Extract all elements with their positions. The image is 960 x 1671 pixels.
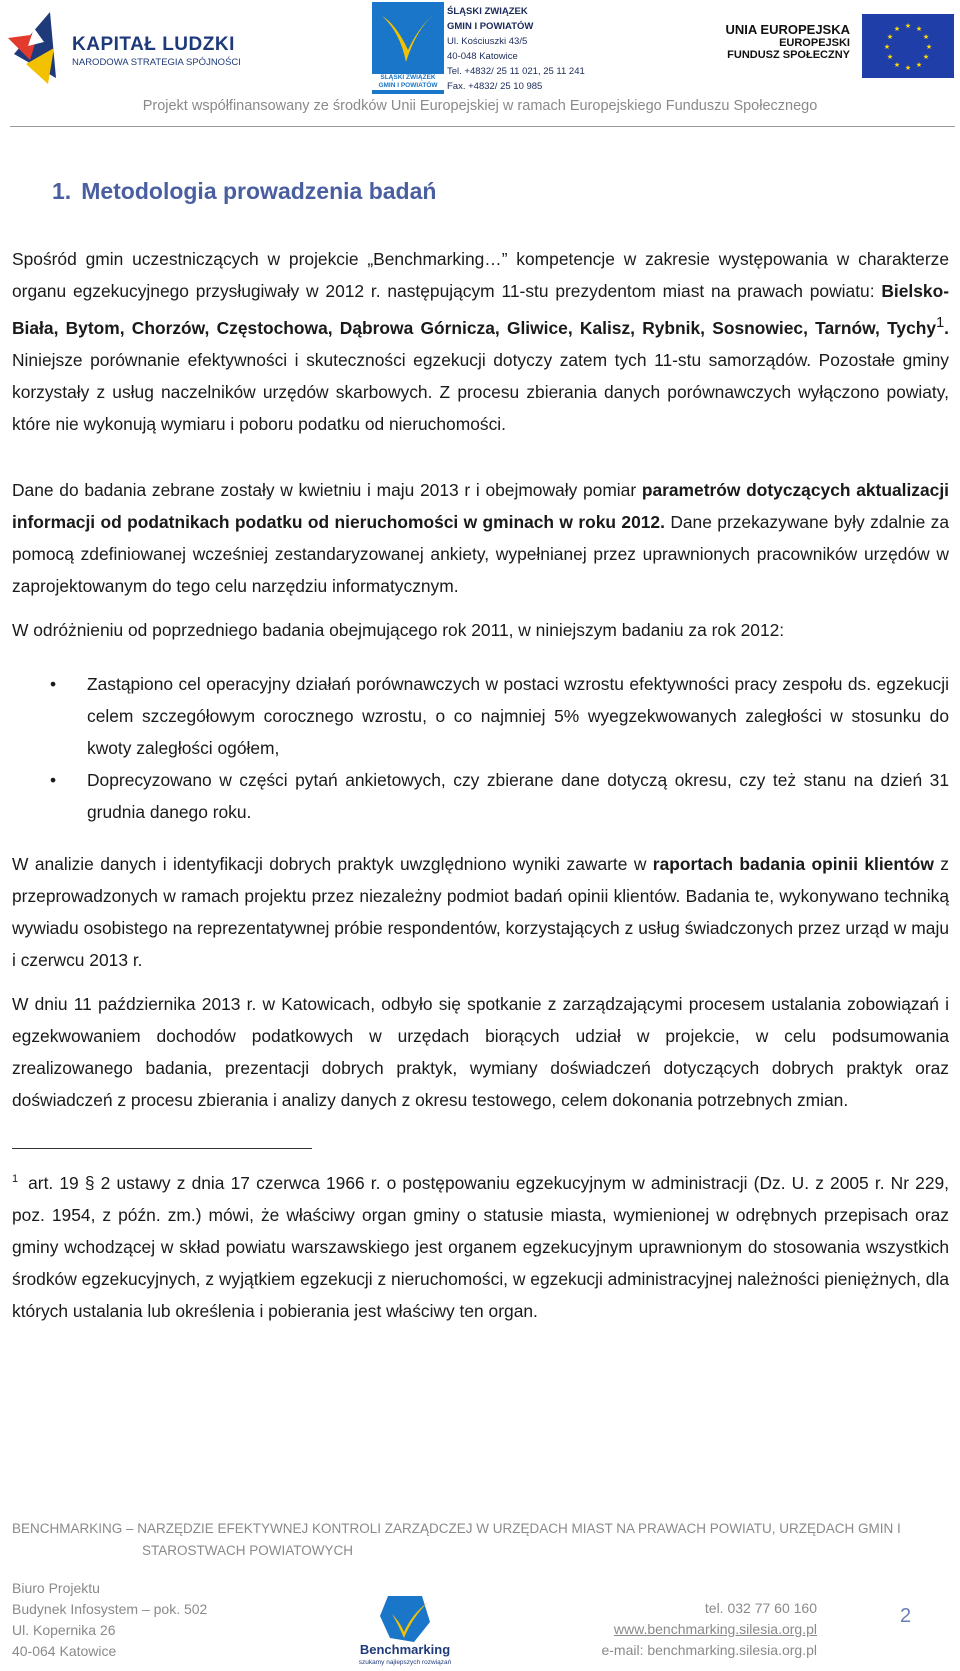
svg-text:★: ★ — [904, 64, 912, 72]
bullet-marker: • — [50, 769, 57, 790]
footnote-mark: 1 — [12, 1172, 19, 1185]
bullet-marker: • — [50, 673, 57, 694]
differences-list — [12, 668, 949, 828]
page-header — [0, 0, 960, 130]
section-number: 1. — [52, 178, 72, 204]
footer-contact — [601, 1598, 817, 1661]
svg-text:★: ★ — [915, 25, 923, 33]
header-divider — [10, 126, 955, 127]
section-heading — [52, 178, 949, 205]
szgip-contact: ŚLĄSKI ZWIĄZEK GMIN I POWIATÓW Ul. Kościuszki 43/5 40-048 Katowice Tel. +4832/ 25 11 021, 25 11 241 Fax. +4832/ 25 10 985 — [447, 6, 585, 92]
footnote-divider — [12, 1148, 312, 1149]
svg-text:★: ★ — [915, 61, 923, 69]
svg-text:★: ★ — [922, 33, 930, 41]
kapital-ludzki-title: KAPITAŁ LUDZKI — [72, 34, 235, 55]
benchmarking-logo-tagline: szukamy najlepszych rozwiązań — [358, 1659, 452, 1666]
footnote: $^1$ art. 19 § 2 ustawy z dnia 17 czerwca 1966 r. o postępowaniu egzekucyjnym w administracji (Dz. U. z 2005 r. Nr 229, poz. 1954, z późn. zm.) mówi, że właściwy organ gminy o statusie miasta, wymienionej w odrębnych przepisach oraz gminy wchodzącej w skład powiatu warszawskiego jest organem egzekucyjnym uprawnionym do stosowania wszystkich środków egzekucyjnych, z wyjątkiem egzekucji z nieruchomości, w egzekucji administracyjnej należności pieniężnych, dla których ustalania lub określenia i pobierania jest właściwy ten organ. — [12, 1172, 949, 1321]
svg-text:★: ★ — [886, 53, 894, 61]
paragraph-participants: Spośród gmin uczestniczących w projekcie „Benchmarking…” kompetencje w zakresie występowania w charakterze organu egzekucyjnego przysługiwały w 2012 r. następującym 11-stu prezydentom miast na prawach powiatu: Bielsko-Biała, Bytom, Chorzów, Częstochowa, Dąbrowa Górnicza, Gliwice, Kalisz, Rybnik, Sosnowiec, Tarnów, Tychy$^1$. Niniejsze porównanie efektywności i skuteczności egzekucji dotyczy zatem tych 11-stu samorządów. Pozostałe gminy korzystały z usług naczelników urzędów skarbowych. Z procesu zbierania danych porównawczych wyłączono powiaty, które nie wykonują wymiaru i poboru podatku od nieruchomości. — [12, 249, 949, 434]
paragraph-data-collection: Dane do badania zebrane zostały w kwietniu i maju 2013 r i obejmowały pomiar parametrów dotyczących aktualizacji informacji od podatnikach podatku od nieruchomości w gminach w roku 2012. Dane przekazywane były zdalnie za pomocą zdefiniowanej wcześniej zestandaryzowanej ankiety, wypełnianej przez uprawnionych pracowników urzędów w zaprojektowanym do tego celu narzędziu informatycznym. — [12, 479, 949, 596]
svg-text:★: ★ — [904, 22, 912, 30]
footer-phone: tel. 032 77 60 160 — [704, 1600, 817, 1616]
footer-address: Biuro Projektu Budynek Infosystem – pok. 502 Ul. Kopernika 26 40-064 Katowice — [12, 1580, 208, 1659]
footer-website-link[interactable]: www.benchmarking.silesia.org.pl — [613, 1621, 817, 1637]
szgip-emblem-label: ŚLĄSKI ZWIĄZEK GMIN I POWIATÓW — [372, 74, 444, 90]
svg-text:★: ★ — [922, 53, 930, 61]
svg-text:★: ★ — [886, 33, 894, 41]
section-title: Metodologia prowadzenia badań — [81, 178, 437, 204]
svg-text:★: ★ — [883, 43, 891, 51]
kapital-ludzki-subtitle: NARODOWA STRATEGIA SPÓJNOŚCI — [72, 57, 241, 68]
eu-fund-label: UNIA EUROPEJSKA EUROPEJSKI FUNDUSZ SPOŁECZNY — [725, 22, 850, 61]
footnote-ref[interactable]: 1 — [936, 315, 945, 331]
benchmarking-logo-name: Benchmarking — [359, 1642, 451, 1657]
document-body — [12, 178, 949, 1327]
paragraph-differences-intro: W odróżnieniu od poprzedniego badania obejmującego rok 2011, w niniejszym badaniu za rok 2012: — [12, 619, 785, 640]
svg-text:★: ★ — [893, 61, 901, 69]
svg-text:★: ★ — [893, 25, 901, 33]
list-item: • Doprecyzowano w części pytań ankietowych, czy zbierane dane dotyczą okresu, czy też stanu na dzień 31 grudnia danego roku. — [12, 764, 949, 828]
list-item: • Zastąpiono cel operacyjny działań porównawczych w postaci wzrostu efektywności pracy zespołu ds. egzekucji celem szczegółowym corocznego wzrostu, o co najmniej 5% wyegzekwowanych zaległości w stosunku do kwoty zaległości ogółem, — [12, 668, 949, 764]
footer-email: e-mail: benchmarking.silesia.org.pl — [601, 1642, 817, 1658]
svg-text:★: ★ — [925, 43, 933, 51]
paragraph-client-surveys: W analizie danych i identyfikacji dobrych praktyk uwzględniono wyniki zawarte w raportach badania opinii klientów z przeprowadzonych w ramach projektu przez niezależny podmiot badań opinii klientów. Badania te, wykonywano techniką wywiadu osobistego na reprezentatywnej próbie respondentów, korzystających z usług świadczonych przez urząd w maju i czerwcu 2013 r. — [12, 853, 949, 970]
eu-flag-icon — [862, 14, 954, 78]
page-number: 2 — [900, 1605, 912, 1627]
footer-project-title: BENCHMARKING – NARZĘDZIE EFEKTYWNEJ KONTROLI ZARZĄDCZEJ W URZĘDACH MIAST NA PRAWACH POWIATU, URZĘDACH GMIN I STAROSTWACH POWIATOWYCH — [12, 1521, 901, 1558]
cofinancing-note: Projekt współfinansowany ze środków Unii Europejskiej w ramach Europejskiego Funduszu Społecznego — [142, 98, 818, 114]
paragraph-meeting: W dniu 11 października 2013 r. w Katowicach, odbyło się spotkanie z zarządzającymi procesem ustalania zobowiązań i egzekwowaniem dochodów podatkowych w urzędach biorących udział w projekcie, w celu podsumowania zrealizowanego badania, prezentacji dobrych praktyk, wymiany doświadczeń dotyczących dobrych praktyk oraz doświadczeń z procesu zbierania i analizy danych z okresu testowego, celem dokonania potrzebnych zmian. — [12, 993, 949, 1110]
